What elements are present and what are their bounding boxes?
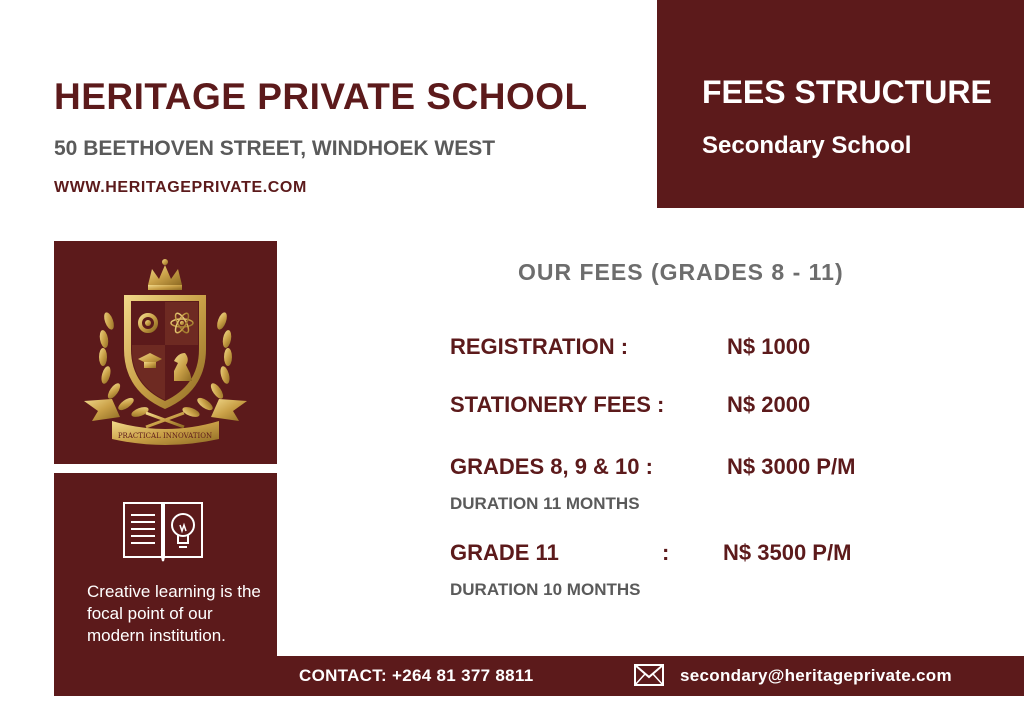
book-lightbulb-icon xyxy=(122,495,204,563)
fee-label-registration: REGISTRATION : xyxy=(450,334,629,359)
school-website[interactable]: WWW.HERITAGEPRIVATE.COM xyxy=(54,179,307,196)
fees-structure-title: FEES STRUCTURE xyxy=(702,74,992,110)
envelope-icon xyxy=(634,664,664,686)
header-box xyxy=(657,0,1024,208)
fee-note-grades-8-10: DURATION 11 MONTHS xyxy=(450,494,640,513)
fees-heading: OUR FEES (GRADES 8 - 11) xyxy=(518,259,844,285)
contact-email[interactable]: secondary@heritageprivate.com xyxy=(680,666,952,685)
fee-label-grades-8-10: GRADES 8, 9 & 10 : xyxy=(450,454,653,479)
fee-value-registration: N$ 1000 xyxy=(727,334,811,359)
fee-value-grade-11: N$ 3500 P/M xyxy=(723,540,852,565)
school-name: HERITAGE PRIVATE SCHOOL xyxy=(54,76,588,117)
fee-colon-grade-11: : xyxy=(662,540,670,565)
secondary-school-subtitle: Secondary School xyxy=(702,132,912,159)
fee-note-grade-11: DURATION 10 MONTHS xyxy=(450,580,641,599)
info-text: Creative learning is the focal point of our modern institution. xyxy=(87,582,261,645)
logo-panel xyxy=(54,241,277,464)
footer-bar xyxy=(277,656,1024,696)
contact-phone[interactable]: CONTACT: +264 81 377 8811 xyxy=(299,666,534,685)
fee-label-grade-11: GRADE 11 xyxy=(450,540,559,565)
school-address: 50 BEETHOVEN STREET, WINDHOEK WEST xyxy=(54,137,496,160)
fee-value-grades-8-10: N$ 3000 P/M xyxy=(727,454,856,479)
fee-label-stationery: STATIONERY FEES : xyxy=(450,392,665,417)
school-crest-icon xyxy=(54,241,277,464)
info-panel xyxy=(54,473,277,696)
crest-motto: PRACTICAL INNOVATION xyxy=(117,432,213,440)
fee-value-stationery: N$ 2000 xyxy=(727,392,811,417)
